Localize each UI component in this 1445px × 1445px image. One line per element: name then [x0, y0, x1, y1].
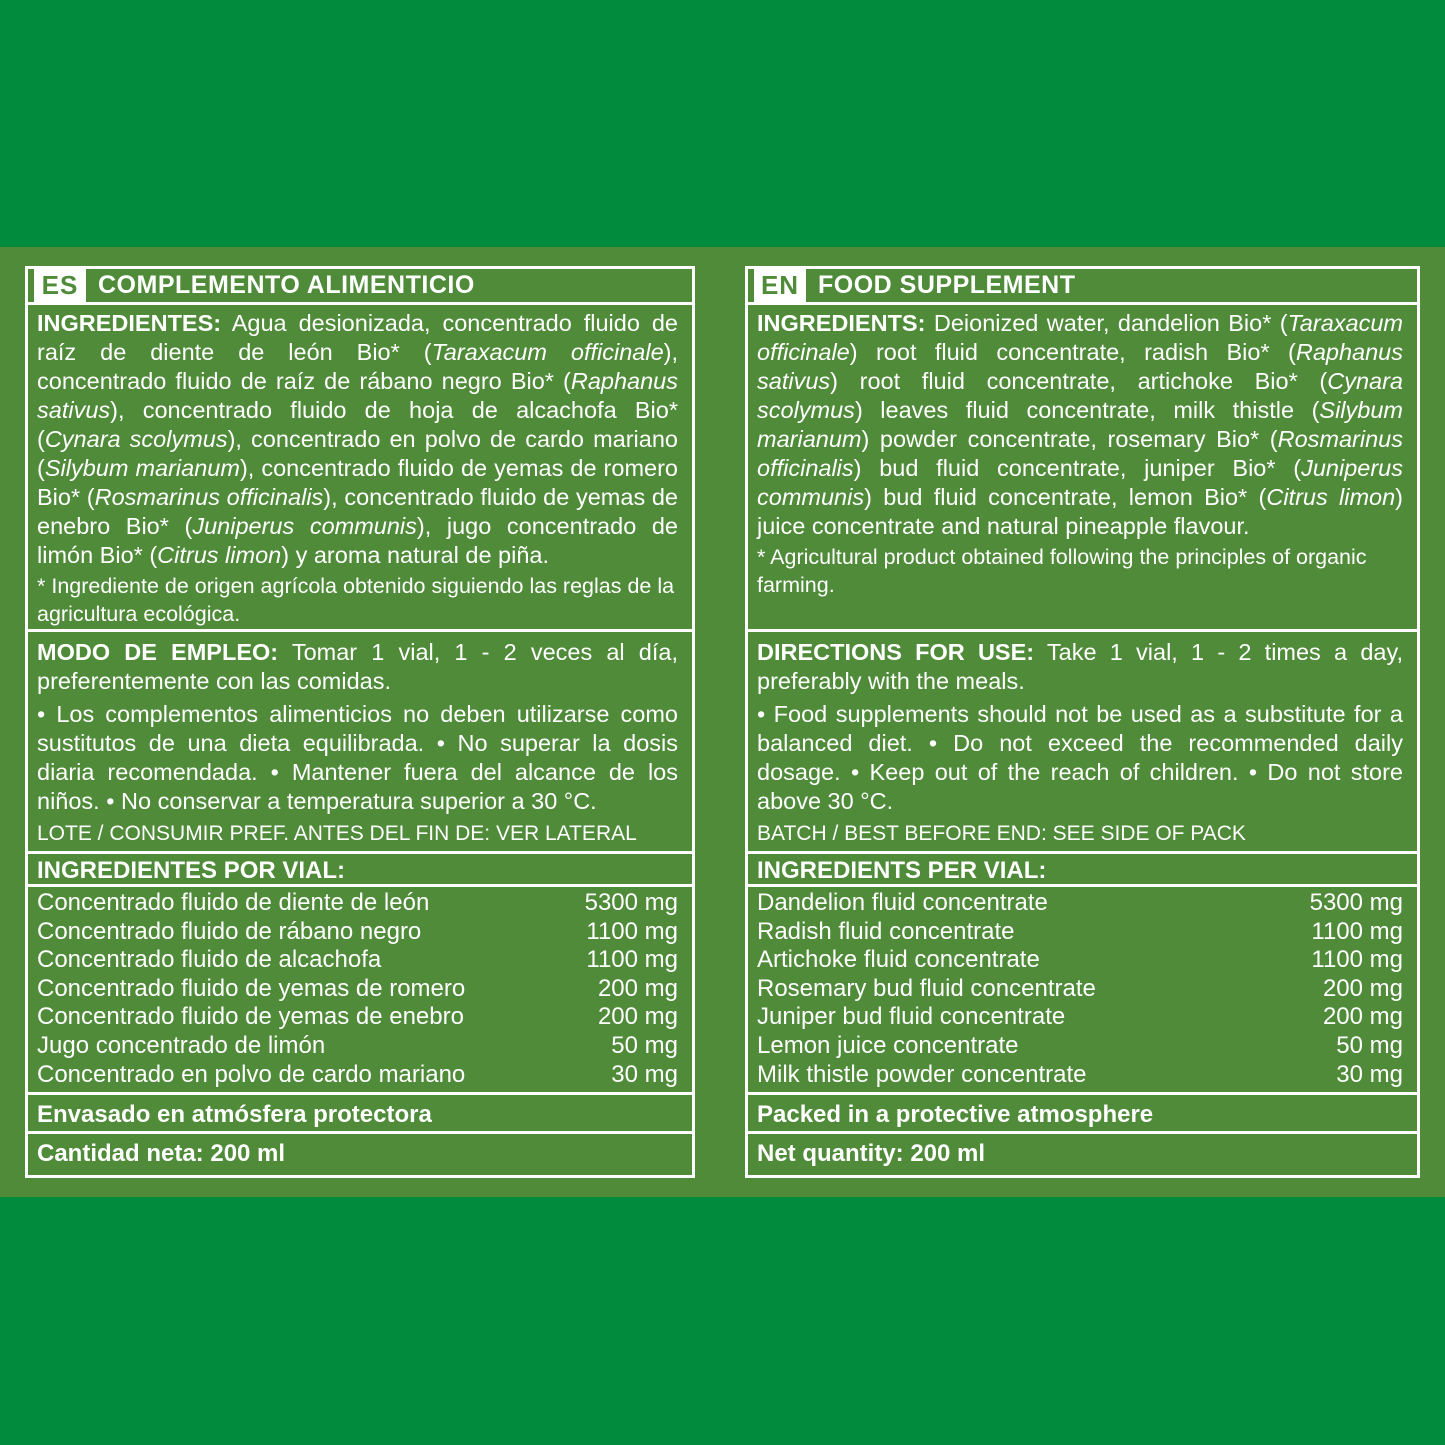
- table-row: [757, 1061, 1403, 1090]
- ingredient-amount: 5300 mg: [584, 889, 678, 916]
- ingredient-amount: 1100 mg: [1311, 917, 1403, 945]
- directions-body-en: Take 1 vial, 1 - 2 times a day, preferably with the meals.: [757, 639, 1403, 694]
- ingredient-name: Concentrado fluido de rábano negro: [37, 917, 422, 945]
- table-row: [757, 1003, 1403, 1032]
- ingredient-name: Lemon juice concentrate: [757, 1031, 1019, 1059]
- ingredients-label-es: INGREDIENTES:: [37, 310, 222, 336]
- table-row: [37, 918, 678, 947]
- per-vial-table-en: [748, 887, 1417, 1095]
- latin-name: Citrus limon: [1266, 484, 1396, 510]
- ingredients-part: Deionized water, dandelion Bio* (: [925, 310, 1288, 336]
- ingredient-amount: 200 mg: [597, 1003, 678, 1031]
- directions-label-en: DIRECTIONS FOR USE:: [757, 639, 1035, 665]
- latin-name: Cynara scolymus: [44, 426, 228, 452]
- directions-text-es: [37, 638, 678, 696]
- net-quantity-en: Net quantity: 200 ml: [757, 1140, 986, 1167]
- table-row: [37, 946, 678, 975]
- panel-es: [25, 266, 695, 1178]
- ingredient-name: Jugo concentrado de limón: [37, 1031, 326, 1059]
- title-en: FOOD SUPPLEMENT: [818, 271, 1076, 299]
- per-vial-table-es: [28, 887, 692, 1095]
- ingredient-amount: 30 mg: [1336, 1060, 1403, 1088]
- title-es: COMPLEMENTO ALIMENTICIO: [98, 271, 475, 299]
- batch-en: BATCH / BEST BEFORE END: SEE SIDE OF PACK: [757, 822, 1246, 845]
- organic-note-en: * Agricultural product obtained following the principles of organic farming.: [757, 545, 1367, 597]
- latin-name: Cynara scolymus: [757, 368, 1403, 423]
- ingredients-section-es: [28, 305, 692, 632]
- table-row: [757, 889, 1403, 918]
- ingredient-name: Dandelion fluid concentrate: [757, 889, 1048, 916]
- ingredients-part: ), concentrado en polvo de cardo mariano (: [37, 426, 678, 481]
- ingredients-part: ) root fluid concentrate, artichoke Bio* (: [830, 368, 1328, 394]
- latin-name: Taraxacum officinale: [757, 310, 1403, 365]
- ingredient-name: Concentrado fluido de diente de león: [37, 889, 430, 916]
- latin-name: Taraxacum officinale: [431, 339, 664, 365]
- table-row: [757, 975, 1403, 1004]
- ingredient-amount: 30 mg: [611, 1060, 678, 1088]
- ingredients-part: ), concentrado fluido de yemas de romero Bio* (: [37, 455, 678, 510]
- ingredient-name: Radish fluid concentrate: [757, 917, 1015, 945]
- latin-name: Juniperus communis: [192, 513, 417, 539]
- per-vial-header-es: INGREDIENTES POR VIAL:: [28, 854, 692, 887]
- ingredients-part: Agua desionizada, concentrado fluido de raíz de diente de león Bio* (: [37, 310, 678, 365]
- ingredients-section-en: [748, 305, 1417, 632]
- directions-body-es: Tomar 1 vial, 1 - 2 veces al día, preferentemente con las comidas.: [37, 639, 678, 694]
- ingredient-amount: 200 mg: [1322, 1003, 1403, 1031]
- ingredients-part: ) bud fluid concentrate, juniper Bio* (: [853, 455, 1302, 481]
- ingredients-part: ), concentrado fluido de yemas de enebro Bio* (: [37, 484, 678, 539]
- latin-name: Rosmarinus officinalis: [757, 426, 1403, 481]
- ingredient-amount: 1100 mg: [586, 917, 678, 945]
- table-row: [757, 1032, 1403, 1061]
- batch-es: LOTE / CONSUMIR PREF. ANTES DEL FIN DE: VER LATERAL: [37, 822, 637, 845]
- table-row: [37, 1032, 678, 1061]
- ingredients-part: ) root fluid concentrate, radish Bio* (: [849, 339, 1296, 365]
- warnings-es: • Los complementos alimenticios no deben utilizarse como sustitutos de una dieta equilibrada. • No superar la dosis diaria recomendada. • Mantener fuera del alcance de los niños. • No conservar a temperatura superior a 30 °C.: [37, 701, 678, 814]
- ingredients-part: ) y aroma natural de piña.: [281, 542, 550, 568]
- header-en: [748, 269, 1417, 305]
- ingredient-amount: 1100 mg: [1311, 946, 1403, 974]
- ingredient-name: Concentrado en polvo de cardo mariano: [37, 1060, 466, 1088]
- language-code-es: ES: [34, 269, 86, 302]
- ingredient-name: Concentrado fluido de alcachofa: [37, 946, 382, 974]
- latin-name: Citrus limon: [157, 542, 282, 568]
- latin-name: Raphanus sativus: [757, 339, 1403, 394]
- ingredients-part: ), concentrado fluido de raíz de rábano negro Bio* (: [37, 339, 678, 394]
- table-row: [37, 975, 678, 1004]
- latin-name: Raphanus sativus: [37, 368, 678, 423]
- ingredient-name: Concentrado fluido de yemas de romero: [37, 974, 466, 1002]
- ingredients-part: ) leaves fluid concentrate, milk thistle (: [854, 397, 1320, 423]
- warnings-en: • Food supplements should not be used as a substitute for a balanced diet. • Do not exceed the recommended daily dosage. • Keep out of the reach of children. • Do not store above 30 °C.: [757, 701, 1403, 814]
- ingredients-label-en: INGREDIENTS:: [757, 310, 926, 336]
- ingredient-name: Juniper bud fluid concentrate: [757, 1003, 1066, 1031]
- ingredient-amount: 5300 mg: [1309, 889, 1403, 916]
- latin-name: Rosmarinus officinalis: [94, 484, 324, 510]
- header-es: [28, 269, 692, 305]
- ingredient-amount: 200 mg: [597, 974, 678, 1002]
- ingredient-name: Artichoke fluid concentrate: [757, 946, 1040, 974]
- latin-name: Silybum marianum: [757, 397, 1403, 452]
- organic-note-es: * Ingrediente de origen agrícola obtenido siguiendo las reglas de la agricultura ecológica.: [37, 574, 675, 626]
- table-row: [37, 1061, 678, 1090]
- ingredient-amount: 1100 mg: [586, 946, 678, 974]
- table-row: [37, 1003, 678, 1032]
- directions-section-es: [28, 632, 692, 854]
- language-code-en: EN: [754, 269, 806, 302]
- ingredients-part: ) juice concentrate and natural pineapple flavour.: [757, 484, 1403, 539]
- ingredient-amount: 50 mg: [611, 1031, 678, 1059]
- ingredient-name: Rosemary bud fluid concentrate: [757, 974, 1096, 1002]
- directions-label-es: MODO DE EMPLEO:: [37, 639, 279, 665]
- ingredients-text-es: [37, 309, 678, 570]
- ingredients-part: ) powder concentrate, rosemary Bio* (: [861, 426, 1278, 452]
- per-vial-header-en: INGREDIENTS PER VIAL:: [748, 854, 1417, 887]
- ingredient-name: Milk thistle powder concentrate: [757, 1060, 1087, 1088]
- ingredient-name: Concentrado fluido de yemas de enebro: [37, 1003, 464, 1031]
- table-row: [37, 889, 678, 918]
- table-row: [757, 946, 1403, 975]
- ingredient-amount: 200 mg: [1322, 974, 1403, 1002]
- ingredients-part: ) bud fluid concentrate, lemon Bio* (: [864, 484, 1267, 510]
- packed-es: Envasado en atmósfera protectora: [28, 1095, 692, 1134]
- panel-en: [745, 266, 1420, 1178]
- ingredient-amount: 50 mg: [1336, 1031, 1403, 1059]
- net-quantity-es: Cantidad neta: 200 ml: [37, 1140, 286, 1167]
- directions-section-en: [748, 632, 1417, 854]
- directions-text-en: [757, 638, 1403, 696]
- ingredients-text-en: [757, 309, 1403, 541]
- table-row: [757, 918, 1403, 947]
- latin-name: Juniperus communis: [757, 455, 1403, 510]
- latin-name: Silybum marianum: [44, 455, 240, 481]
- ingredients-part: ), jugo concentrado de limón Bio* (: [37, 513, 679, 568]
- ingredients-part: ), concentrado fluido de hoja de alcachofa Bio* (: [37, 397, 678, 452]
- packed-en: Packed in a protective atmosphere: [748, 1095, 1417, 1134]
